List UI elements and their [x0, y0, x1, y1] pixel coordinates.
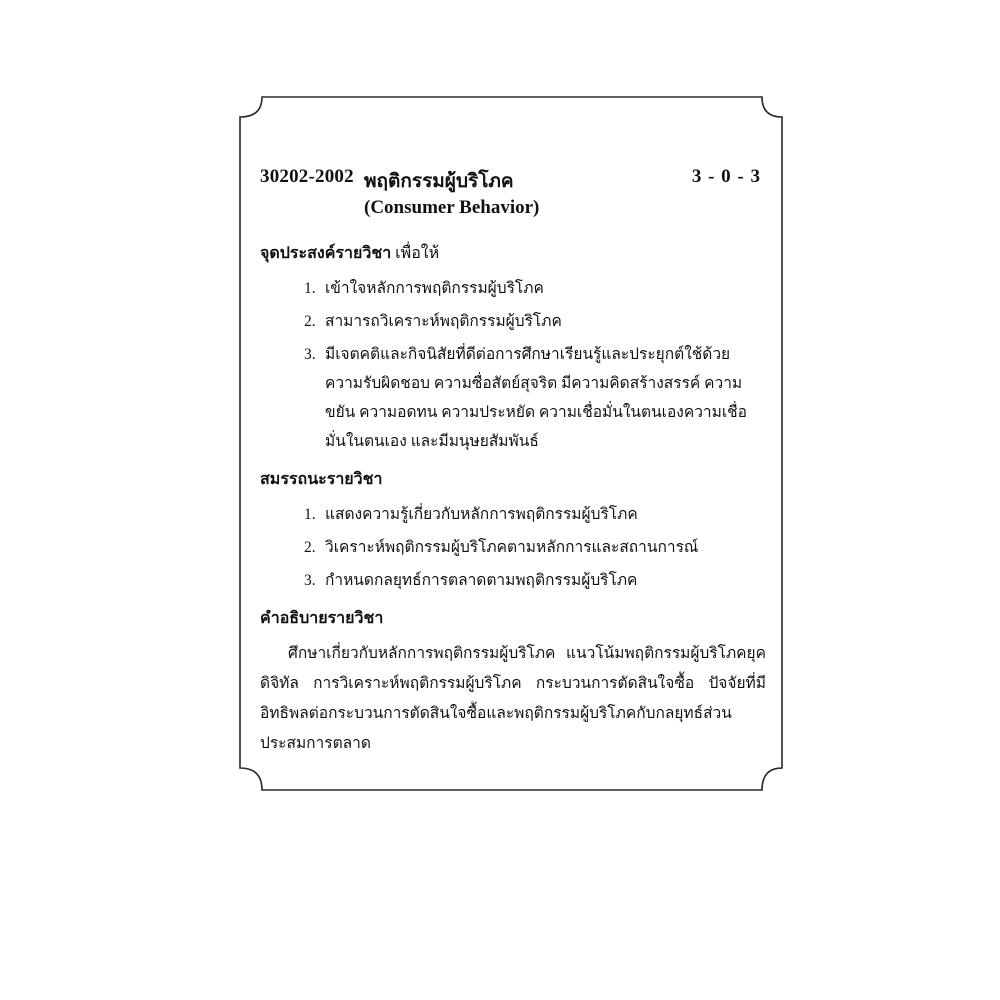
list-item	[260, 533, 766, 562]
course-header	[260, 166, 766, 230]
competencies-heading	[260, 470, 766, 490]
description-heading-label: คำอธิบายรายวิชา	[260, 610, 384, 627]
list-item-number: 3.	[304, 572, 316, 589]
competencies-section	[260, 470, 766, 595]
description-heading	[260, 609, 766, 629]
list-item-number: 2.	[304, 539, 316, 556]
course-sheet	[260, 166, 766, 759]
list-item-text: แสดงความรู้เกี่ยวกับหลักการพฤติกรรมผู้บริโภค	[325, 506, 638, 523]
list-item-number: 1.	[304, 506, 316, 523]
list-item	[260, 274, 766, 303]
course-title-english: (Consumer Behavior)	[364, 197, 540, 218]
list-item-text: สามารถวิเคราะห์พฤติกรรมผู้บริโภค	[325, 313, 562, 330]
list-item-text: วิเคราะห์พฤติกรรมผู้บริโภคตามหลักการและสถานการณ์	[325, 539, 699, 556]
objectives-heading-suffix: เพื่อให้	[395, 245, 440, 262]
list-item	[260, 566, 766, 595]
list-item-text: มีเจตคติและกิจนิสัยที่ดีต่อการศึกษาเรียนรู้และประยุกต์ใช้ด้วยความรับผิดชอบ ความซื่อสัตย์สุจริต มีความคิดสร้างสรรค์ ความขยัน ความอดทน ความประหยัด ความเชื่อมั่นในตนเองความเชื่อมั่นในตนเอง และมีมนุษยสัมพันธ์	[325, 346, 747, 450]
list-item-text: เข้าใจหลักการพฤติกรรมผู้บริโภค	[325, 280, 544, 297]
competencies-list	[260, 500, 766, 595]
course-code: 30202-2002	[260, 166, 354, 187]
description-section	[260, 609, 766, 759]
list-item	[260, 500, 766, 529]
objectives-heading	[260, 244, 766, 264]
list-item-text: กำหนดกลยุทธ์การตลาดตามพฤติกรรมผู้บริโภค	[325, 572, 638, 589]
description-paragraph: ศึกษาเกี่ยวกับหลักการพฤติกรรมผู้บริโภค แนวโน้มพฤติกรรมผู้บริโภคยุคดิจิทัล การวิเคราะห์พฤติกรรมผู้บริโภค กระบวนการตัดสินใจซื้อ ปัจจัยที่มีอิทธิพลต่อกระบวนการตัดสินใจซื้อและพฤติกรรมผู้บริโภคกับกลยุทธ์ส่วนประสมการตลาด	[260, 645, 766, 752]
objectives-list	[260, 274, 766, 456]
competencies-heading-label: สมรรถนะรายวิชา	[260, 471, 383, 488]
objectives-heading-label: จุดประสงค์รายวิชา	[260, 245, 392, 262]
course-credits: 3 - 0 - 3	[691, 166, 760, 187]
list-item	[260, 340, 766, 456]
list-item-number: 1.	[304, 280, 316, 297]
list-item-number: 2.	[304, 313, 316, 330]
list-item	[260, 307, 766, 336]
list-item-number: 3.	[304, 346, 316, 363]
course-title-thai: พฤติกรรมผู้บริโภค	[364, 171, 514, 192]
objectives-section	[260, 244, 766, 456]
